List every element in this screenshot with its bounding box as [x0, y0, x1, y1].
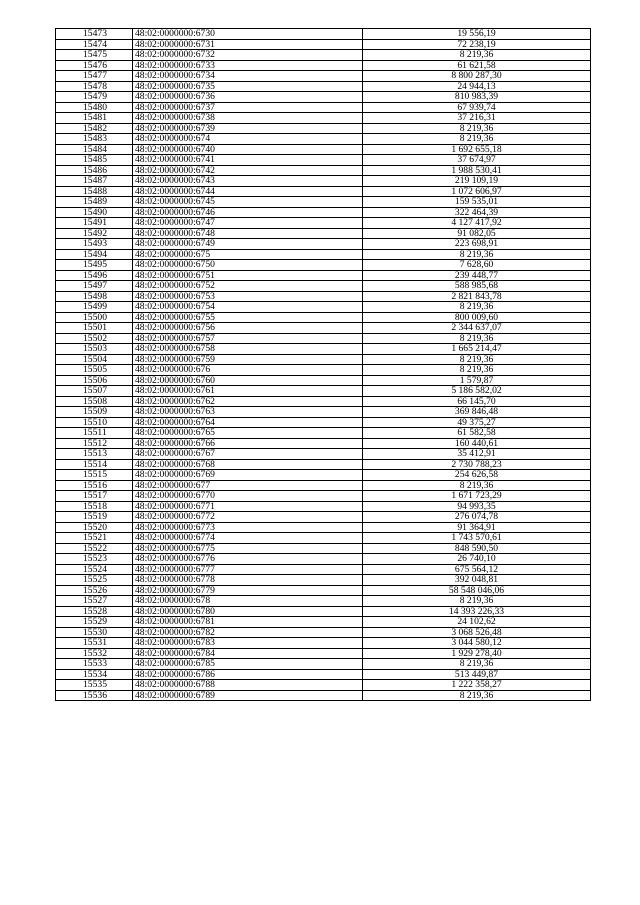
- cadastral-number-cell: 48:02:0000000:6762: [133, 396, 363, 407]
- cadastral-number-cell: 48:02:0000000:6773: [133, 522, 363, 533]
- cadastral-value-cell: 7 628,60: [363, 260, 591, 271]
- cadastral-number-cell: 48:02:0000000:6739: [133, 123, 363, 134]
- row-number-cell: 15519: [56, 512, 133, 523]
- cadastral-value-cell: 8 219,36: [363, 365, 591, 376]
- cadastral-number-cell: 48:02:0000000:6785: [133, 659, 363, 670]
- cadastral-value-cell: 1 222 358,27: [363, 680, 591, 691]
- row-number-cell: 15511: [56, 428, 133, 439]
- cadastral-value-cell: 8 219,36: [363, 333, 591, 344]
- cadastral-number-cell: 48:02:0000000:6768: [133, 459, 363, 470]
- row-number-cell: 15517: [56, 491, 133, 502]
- cadastral-number-cell: 48:02:0000000:6756: [133, 323, 363, 334]
- cadastral-value-cell: 3 068 526,48: [363, 627, 591, 638]
- table-row: [56, 407, 591, 418]
- table-row: [56, 480, 591, 491]
- table-row: [56, 428, 591, 439]
- cadastral-value-cell: 58 548 046,06: [363, 585, 591, 596]
- row-number-cell: 15490: [56, 207, 133, 218]
- row-number-cell: 15523: [56, 554, 133, 565]
- table-row: [56, 71, 591, 82]
- table-row: [56, 680, 591, 691]
- cadastral-value-cell: 24 102,62: [363, 617, 591, 628]
- cadastral-value-cell: 513 449,87: [363, 669, 591, 680]
- table-row: [56, 176, 591, 187]
- table-row: [56, 344, 591, 355]
- cadastral-number-cell: 48:02:0000000:6764: [133, 417, 363, 428]
- table-row: [56, 365, 591, 376]
- table-row: [56, 50, 591, 61]
- cadastral-value-cell: 2 821 843,78: [363, 291, 591, 302]
- table-row: [56, 375, 591, 386]
- row-number-cell: 15495: [56, 260, 133, 271]
- table-row: [56, 260, 591, 271]
- cadastral-number-cell: 48:02:0000000:6775: [133, 543, 363, 554]
- cadastral-value-cell: 8 219,36: [363, 354, 591, 365]
- cadastral-number-cell: 48:02:0000000:6784: [133, 648, 363, 659]
- row-number-cell: 15518: [56, 501, 133, 512]
- cadastral-value-cell: 810 983,39: [363, 92, 591, 103]
- table-row: [56, 312, 591, 323]
- cadastral-number-cell: 48:02:0000000:6744: [133, 186, 363, 197]
- table-row: [56, 239, 591, 250]
- table-row: [56, 491, 591, 502]
- cadastral-number-cell: 48:02:0000000:6781: [133, 617, 363, 628]
- cadastral-number-cell: 48:02:0000000:6767: [133, 449, 363, 460]
- row-number-cell: 15530: [56, 627, 133, 638]
- cadastral-number-cell: 48:02:0000000:6761: [133, 386, 363, 397]
- row-number-cell: 15504: [56, 354, 133, 365]
- cadastral-number-cell: 48:02:0000000:6752: [133, 281, 363, 292]
- cadastral-value-cell: 322 464,39: [363, 207, 591, 218]
- cadastral-value-cell: 8 219,36: [363, 123, 591, 134]
- cadastral-number-cell: 48:02:0000000:6763: [133, 407, 363, 418]
- table-row: [56, 218, 591, 229]
- row-number-cell: 15535: [56, 680, 133, 691]
- cadastral-value-cell: 19 556,19: [363, 29, 591, 40]
- table-row: [56, 669, 591, 680]
- table-row: [56, 501, 591, 512]
- cadastral-value-cell: 1 692 655,18: [363, 144, 591, 155]
- table-body: [56, 29, 591, 701]
- row-number-cell: 15475: [56, 50, 133, 61]
- cadastral-value-cell: 37 674,97: [363, 155, 591, 166]
- row-number-cell: 15516: [56, 480, 133, 491]
- cadastral-number-cell: 48:02:0000000:6751: [133, 270, 363, 281]
- table-row: [56, 354, 591, 365]
- cadastral-number-cell: 48:02:0000000:6780: [133, 606, 363, 617]
- row-number-cell: 15493: [56, 239, 133, 250]
- row-number-cell: 15492: [56, 228, 133, 239]
- row-number-cell: 15536: [56, 690, 133, 701]
- row-number-cell: 15502: [56, 333, 133, 344]
- row-number-cell: 15534: [56, 669, 133, 680]
- table-row: [56, 197, 591, 208]
- table-row: [56, 659, 591, 670]
- cadastral-value-cell: 8 219,36: [363, 50, 591, 61]
- cadastral-value-cell: 61 582,58: [363, 428, 591, 439]
- cadastral-number-cell: 48:02:0000000:6774: [133, 533, 363, 544]
- cadastral-value-cell: 1 072 606,97: [363, 186, 591, 197]
- cadastral-value-cell: 94 993,35: [363, 501, 591, 512]
- cadastral-value-cell: 5 186 582,02: [363, 386, 591, 397]
- row-number-cell: 15482: [56, 123, 133, 134]
- cadastral-number-cell: 48:02:0000000:6749: [133, 239, 363, 250]
- table-row: [56, 92, 591, 103]
- cadastral-number-cell: 48:02:0000000:6748: [133, 228, 363, 239]
- row-number-cell: 15532: [56, 648, 133, 659]
- table-row: [56, 207, 591, 218]
- cadastral-number-cell: 48:02:0000000:6735: [133, 81, 363, 92]
- row-number-cell: 15480: [56, 102, 133, 113]
- row-number-cell: 15533: [56, 659, 133, 670]
- row-number-cell: 15498: [56, 291, 133, 302]
- cadastral-number-cell: 48:02:0000000:6759: [133, 354, 363, 365]
- row-number-cell: 15521: [56, 533, 133, 544]
- cadastral-number-cell: 48:02:0000000:678: [133, 596, 363, 607]
- cadastral-number-cell: 48:02:0000000:6777: [133, 564, 363, 575]
- table-row: [56, 417, 591, 428]
- row-number-cell: 15487: [56, 176, 133, 187]
- row-number-cell: 15484: [56, 144, 133, 155]
- cadastral-number-cell: 48:02:0000000:6769: [133, 470, 363, 481]
- table-row: [56, 648, 591, 659]
- cadastral-number-cell: 48:02:0000000:6789: [133, 690, 363, 701]
- table-row: [56, 39, 591, 50]
- table-row: [56, 575, 591, 586]
- cadastral-value-cell: 2 730 788,23: [363, 459, 591, 470]
- row-number-cell: 15522: [56, 543, 133, 554]
- cadastral-number-cell: 48:02:0000000:6730: [133, 29, 363, 40]
- cadastral-number-cell: 48:02:0000000:6736: [133, 92, 363, 103]
- cadastral-value-cell: 72 238,19: [363, 39, 591, 50]
- table-row: [56, 165, 591, 176]
- cadastral-value-cell: 61 621,58: [363, 60, 591, 71]
- row-number-cell: 15485: [56, 155, 133, 166]
- row-number-cell: 15529: [56, 617, 133, 628]
- table-row: [56, 606, 591, 617]
- table-row: [56, 323, 591, 334]
- table-row: [56, 291, 591, 302]
- table-row: [56, 386, 591, 397]
- row-number-cell: 15514: [56, 459, 133, 470]
- cadastral-number-cell: 48:02:0000000:6745: [133, 197, 363, 208]
- cadastral-number-cell: 48:02:0000000:6779: [133, 585, 363, 596]
- cadastral-number-cell: 48:02:0000000:6734: [133, 71, 363, 82]
- table-row: [56, 627, 591, 638]
- table-row: [56, 186, 591, 197]
- row-number-cell: 15483: [56, 134, 133, 145]
- cadastral-value-cell: 1 988 530,41: [363, 165, 591, 176]
- cadastral-value-cell: 3 044 580,12: [363, 638, 591, 649]
- cadastral-value-cell: 675 564,12: [363, 564, 591, 575]
- cadastral-number-cell: 48:02:0000000:6788: [133, 680, 363, 691]
- cadastral-value-cell: 239 448,77: [363, 270, 591, 281]
- cadastral-number-cell: 48:02:0000000:6760: [133, 375, 363, 386]
- cadastral-number-cell: 48:02:0000000:6746: [133, 207, 363, 218]
- row-number-cell: 15508: [56, 396, 133, 407]
- cadastral-number-cell: 48:02:0000000:676: [133, 365, 363, 376]
- cadastral-value-cell: 159 535,01: [363, 197, 591, 208]
- table-row: [56, 617, 591, 628]
- cadastral-value-cell: 14 393 226,33: [363, 606, 591, 617]
- cadastral-value-cell: 223 698,91: [363, 239, 591, 250]
- row-number-cell: 15491: [56, 218, 133, 229]
- cadastral-number-cell: 48:02:0000000:6757: [133, 333, 363, 344]
- cadastral-value-cell: 369 846,48: [363, 407, 591, 418]
- row-number-cell: 15513: [56, 449, 133, 460]
- cadastral-number-cell: 48:02:0000000:6770: [133, 491, 363, 502]
- row-number-cell: 15499: [56, 302, 133, 313]
- cadastral-number-cell: 48:02:0000000:6737: [133, 102, 363, 113]
- cadastral-value-table: [55, 28, 591, 701]
- cadastral-number-cell: 48:02:0000000:677: [133, 480, 363, 491]
- table-row: [56, 564, 591, 575]
- cadastral-number-cell: 48:02:0000000:6738: [133, 113, 363, 124]
- row-number-cell: 15501: [56, 323, 133, 334]
- cadastral-number-cell: 48:02:0000000:675: [133, 249, 363, 260]
- table-row: [56, 585, 591, 596]
- row-number-cell: 15489: [56, 197, 133, 208]
- cadastral-number-cell: 48:02:0000000:6765: [133, 428, 363, 439]
- cadastral-value-cell: 276 074,78: [363, 512, 591, 523]
- cadastral-number-cell: 48:02:0000000:6732: [133, 50, 363, 61]
- table-row: [56, 123, 591, 134]
- row-number-cell: 15496: [56, 270, 133, 281]
- cadastral-value-cell: 8 219,36: [363, 480, 591, 491]
- cadastral-value-cell: 8 219,36: [363, 690, 591, 701]
- row-number-cell: 15528: [56, 606, 133, 617]
- row-number-cell: 15479: [56, 92, 133, 103]
- cadastral-number-cell: 48:02:0000000:6778: [133, 575, 363, 586]
- table-row: [56, 543, 591, 554]
- cadastral-value-cell: 588 985,68: [363, 281, 591, 292]
- cadastral-number-cell: 48:02:0000000:6771: [133, 501, 363, 512]
- cadastral-value-cell: 160 440,61: [363, 438, 591, 449]
- cadastral-value-cell: 4 127 417,92: [363, 218, 591, 229]
- cadastral-value-cell: 392 048,81: [363, 575, 591, 586]
- table-row: [56, 459, 591, 470]
- cadastral-number-cell: 48:02:0000000:674: [133, 134, 363, 145]
- row-number-cell: 15505: [56, 365, 133, 376]
- cadastral-value-cell: 8 219,36: [363, 134, 591, 145]
- row-number-cell: 15527: [56, 596, 133, 607]
- table-row: [56, 281, 591, 292]
- cadastral-value-cell: 219 109,19: [363, 176, 591, 187]
- table-row: [56, 134, 591, 145]
- row-number-cell: 15476: [56, 60, 133, 71]
- cadastral-value-cell: 91 364,91: [363, 522, 591, 533]
- cadastral-value-cell: 1 671 723,29: [363, 491, 591, 502]
- row-number-cell: 15488: [56, 186, 133, 197]
- table-row: [56, 470, 591, 481]
- row-number-cell: 15515: [56, 470, 133, 481]
- cadastral-value-cell: 24 944,13: [363, 81, 591, 92]
- cadastral-number-cell: 48:02:0000000:6742: [133, 165, 363, 176]
- cadastral-number-cell: 48:02:0000000:6758: [133, 344, 363, 355]
- row-number-cell: 15512: [56, 438, 133, 449]
- cadastral-value-cell: 800 009,60: [363, 312, 591, 323]
- table-row: [56, 396, 591, 407]
- table-row: [56, 81, 591, 92]
- cadastral-value-cell: 8 219,36: [363, 659, 591, 670]
- cadastral-number-cell: 48:02:0000000:6741: [133, 155, 363, 166]
- table-row: [56, 522, 591, 533]
- cadastral-number-cell: 48:02:0000000:6755: [133, 312, 363, 323]
- table-row: [56, 102, 591, 113]
- table-row: [56, 249, 591, 260]
- cadastral-value-cell: 35 412,91: [363, 449, 591, 460]
- row-number-cell: 15500: [56, 312, 133, 323]
- row-number-cell: 15509: [56, 407, 133, 418]
- cadastral-number-cell: 48:02:0000000:6750: [133, 260, 363, 271]
- cadastral-value-cell: 1 743 570,61: [363, 533, 591, 544]
- row-number-cell: 15477: [56, 71, 133, 82]
- cadastral-number-cell: 48:02:0000000:6776: [133, 554, 363, 565]
- table-row: [56, 144, 591, 155]
- cadastral-value-cell: 1 579,87: [363, 375, 591, 386]
- cadastral-value-cell: 26 740,10: [363, 554, 591, 565]
- row-number-cell: 15506: [56, 375, 133, 386]
- cadastral-value-cell: 8 219,36: [363, 249, 591, 260]
- row-number-cell: 15486: [56, 165, 133, 176]
- cadastral-value-cell: 2 344 637,07: [363, 323, 591, 334]
- table-row: [56, 270, 591, 281]
- row-number-cell: 15524: [56, 564, 133, 575]
- table-row: [56, 60, 591, 71]
- cadastral-number-cell: 48:02:0000000:6772: [133, 512, 363, 523]
- cadastral-value-cell: 1 929 278,40: [363, 648, 591, 659]
- row-number-cell: 15526: [56, 585, 133, 596]
- cadastral-value-cell: 848 590,50: [363, 543, 591, 554]
- table-row: [56, 228, 591, 239]
- table-row: [56, 113, 591, 124]
- table-row: [56, 690, 591, 701]
- table-row: [56, 29, 591, 40]
- cadastral-number-cell: 48:02:0000000:6786: [133, 669, 363, 680]
- cadastral-number-cell: 48:02:0000000:6753: [133, 291, 363, 302]
- row-number-cell: 15494: [56, 249, 133, 260]
- cadastral-value-cell: 66 145,70: [363, 396, 591, 407]
- row-number-cell: 15503: [56, 344, 133, 355]
- cadastral-number-cell: 48:02:0000000:6740: [133, 144, 363, 155]
- cadastral-value-cell: 8 219,36: [363, 596, 591, 607]
- table-row: [56, 533, 591, 544]
- table-row: [56, 449, 591, 460]
- row-number-cell: 15510: [56, 417, 133, 428]
- row-number-cell: 15507: [56, 386, 133, 397]
- cadastral-value-cell: 1 665 214,47: [363, 344, 591, 355]
- table-row: [56, 638, 591, 649]
- row-number-cell: 15525: [56, 575, 133, 586]
- row-number-cell: 15478: [56, 81, 133, 92]
- cadastral-value-cell: 254 626,58: [363, 470, 591, 481]
- cadastral-value-cell: 67 939,74: [363, 102, 591, 113]
- cadastral-number-cell: 48:02:0000000:6782: [133, 627, 363, 638]
- table-row: [56, 302, 591, 313]
- cadastral-number-cell: 48:02:0000000:6754: [133, 302, 363, 313]
- cadastral-number-cell: 48:02:0000000:6747: [133, 218, 363, 229]
- row-number-cell: 15497: [56, 281, 133, 292]
- table-row: [56, 155, 591, 166]
- cadastral-number-cell: 48:02:0000000:6743: [133, 176, 363, 187]
- row-number-cell: 15481: [56, 113, 133, 124]
- cadastral-value-cell: 8 800 287,30: [363, 71, 591, 82]
- cadastral-number-cell: 48:02:0000000:6733: [133, 60, 363, 71]
- cadastral-number-cell: 48:02:0000000:6766: [133, 438, 363, 449]
- cadastral-value-cell: 37 216,31: [363, 113, 591, 124]
- table-row: [56, 596, 591, 607]
- table-row: [56, 333, 591, 344]
- cadastral-value-cell: 8 219,36: [363, 302, 591, 313]
- table-row: [56, 554, 591, 565]
- table-row: [56, 512, 591, 523]
- row-number-cell: 15474: [56, 39, 133, 50]
- cadastral-value-cell: 91 082,05: [363, 228, 591, 239]
- cadastral-number-cell: 48:02:0000000:6783: [133, 638, 363, 649]
- row-number-cell: 15531: [56, 638, 133, 649]
- cadastral-value-cell: 49 375,27: [363, 417, 591, 428]
- row-number-cell: 15520: [56, 522, 133, 533]
- cadastral-number-cell: 48:02:0000000:6731: [133, 39, 363, 50]
- row-number-cell: 15473: [56, 29, 133, 40]
- table-row: [56, 438, 591, 449]
